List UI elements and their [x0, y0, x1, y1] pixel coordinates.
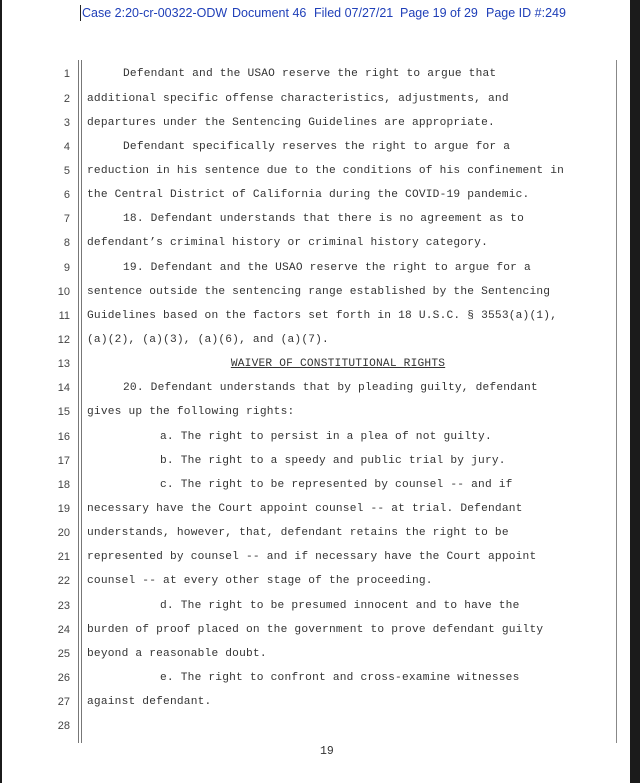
- right-item-e: e. The right to confront and cross-examine witnesses: [160, 672, 520, 684]
- line-number: 1: [63, 68, 70, 80]
- line-number: 10: [57, 286, 70, 298]
- line-number: 18: [57, 479, 70, 491]
- body-line: burden of proof placed on the government to prove defendant guilty: [87, 624, 544, 636]
- body-line: counsel -- at every other stage of the proceeding.: [87, 575, 433, 587]
- paragraph-20: 20. Defendant understands that by pleading guilty, defendant: [123, 382, 538, 394]
- page-number: 19: [320, 745, 334, 758]
- document-page: [2, 0, 630, 783]
- line-number: 26: [57, 672, 70, 684]
- line-number: 5: [63, 165, 70, 177]
- body-line: Defendant specifically reserves the right to argue for a: [123, 141, 511, 153]
- body-line: gives up the following rights:: [87, 406, 295, 418]
- right-margin-rule: [616, 60, 617, 743]
- body-line: (a)(2), (a)(3), (a)(6), and (a)(7).: [87, 334, 329, 346]
- filed-date: Filed 07/27/21: [314, 6, 394, 20]
- line-number: 16: [57, 431, 70, 443]
- right-item-d: d. The right to be presumed innocent and to have the: [160, 600, 520, 612]
- line-number: 6: [63, 189, 70, 201]
- right-item-a: a. The right to persist in a plea of not guilty.: [160, 431, 492, 443]
- right-item-b: b. The right to a speedy and public trial by jury.: [160, 455, 506, 467]
- line-number: 4: [63, 141, 70, 153]
- line-number: 25: [57, 648, 70, 660]
- line-number: 11: [58, 310, 70, 322]
- line-number: 15: [57, 406, 70, 418]
- left-margin-rule-inner: [81, 60, 82, 743]
- line-number: 23: [57, 600, 70, 612]
- document-number: Document 46: [232, 6, 307, 20]
- body-line: understands, however, that, defendant retains the right to be: [87, 527, 509, 539]
- body-line: the Central District of California during the COVID-19 pandemic.: [87, 189, 530, 201]
- paragraph-18: 18. Defendant understands that there is no agreement as to: [123, 213, 524, 225]
- line-number: 13: [57, 358, 70, 370]
- line-number: 21: [57, 551, 70, 563]
- line-number: 12: [57, 334, 70, 346]
- paragraph-19: 19. Defendant and the USAO reserve the right to argue for a: [123, 262, 531, 274]
- left-margin-rule: [78, 60, 79, 743]
- line-number: 9: [63, 262, 70, 274]
- body-line: represented by counsel -- and if necessary have the Court appoint: [87, 551, 537, 563]
- body-line: Defendant and the USAO reserve the right to argue that: [123, 68, 497, 80]
- line-number: 27: [57, 696, 70, 708]
- section-heading: WAIVER OF CONSTITUTIONAL RIGHTS: [230, 358, 446, 370]
- body-line: Guidelines based on the factors set forth in 18 U.S.C. § 3553(a)(1),: [87, 310, 558, 322]
- right-item-c: c. The right to be represented by counsel -- and if: [160, 479, 513, 491]
- line-number: 7: [63, 213, 70, 225]
- line-number: 3: [63, 117, 70, 129]
- line-number: 20: [57, 527, 70, 539]
- body-line: departures under the Sentencing Guidelines are appropriate.: [87, 117, 495, 129]
- line-number: 17: [57, 455, 70, 467]
- body-line: against defendant.: [87, 696, 212, 708]
- line-number: 24: [57, 624, 70, 636]
- line-number: 14: [57, 382, 70, 394]
- page-of: Page 19 of 29: [400, 6, 478, 20]
- body-line: reduction in his sentence due to the conditions of his confinement in: [87, 165, 565, 177]
- body-line: sentence outside the sentencing range established by the Sentencing: [87, 286, 551, 298]
- page-id: Page ID #:249: [486, 6, 566, 20]
- line-number: 19: [57, 503, 70, 515]
- text-cursor: [80, 5, 81, 21]
- body-line: additional specific offense characteristics, adjustments, and: [87, 93, 509, 105]
- body-line: necessary have the Court appoint counsel -- at trial. Defendant: [87, 503, 523, 515]
- body-line: beyond a reasonable doubt.: [87, 648, 267, 660]
- line-number: 2: [63, 93, 70, 105]
- body-line: defendant’s criminal history or criminal history category.: [87, 237, 488, 249]
- line-number: 28: [57, 720, 70, 732]
- line-number: 22: [57, 575, 70, 587]
- line-number: 8: [63, 237, 70, 249]
- case-number: Case 2:20-cr-00322-ODW: [82, 6, 228, 20]
